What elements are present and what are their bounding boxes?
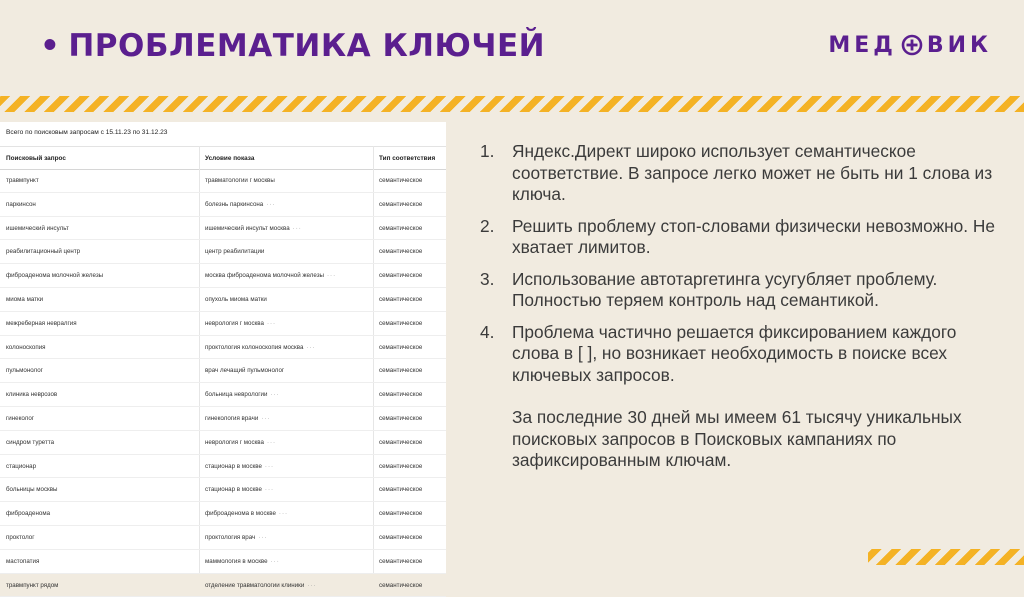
condition-cell <box>205 391 280 398</box>
more-dots-icon: ··· <box>264 462 275 470</box>
item-number: 2. <box>480 215 495 236</box>
table-row <box>0 240 446 264</box>
match-type-cell: семантическое <box>379 367 423 375</box>
item-number: 4. <box>480 321 495 342</box>
query-cell: колоноскопия <box>6 343 46 351</box>
table-row <box>0 407 446 431</box>
search-queries-table <box>0 122 446 589</box>
more-dots-icon: ··· <box>306 343 316 351</box>
item-note: За последние 30 дней мы имеем 61 тысячу уникальных поисковых запросов в Поисковых кампаниях по зафиксированным ключам. <box>512 407 962 470</box>
condition-text: стационар в москве <box>205 486 262 494</box>
table-row <box>0 169 446 193</box>
condition-cell <box>205 201 275 208</box>
condition-text: фиброаденома в москве <box>205 510 276 518</box>
condition-cell <box>205 534 267 541</box>
column-header-query: Поисковый запрос <box>6 155 66 162</box>
table-row <box>0 193 446 217</box>
condition-cell <box>205 415 270 422</box>
table-row <box>0 217 446 241</box>
query-cell: травмпункт рядом <box>6 581 59 589</box>
condition-cell <box>205 558 280 565</box>
logo-text-right: ВИК <box>926 32 992 58</box>
query-cell: травмпункт <box>6 177 39 184</box>
table-header <box>0 146 446 170</box>
match-type-cell: семантическое <box>379 200 423 208</box>
more-dots-icon: ··· <box>264 486 275 494</box>
condition-text: маммология в москве <box>205 557 268 565</box>
query-cell: гинеколог <box>6 414 35 422</box>
query-cell: межреберная невралгия <box>6 319 77 327</box>
title-text: ПРОБЛЕМАТИКА КЛЮЧЕЙ <box>68 28 546 64</box>
table-row <box>0 455 446 479</box>
match-type-cell: семантическое <box>379 391 423 399</box>
column-header-condition: Условие показа <box>205 155 255 162</box>
table-row <box>0 574 446 597</box>
condition-text: отделение травматологии клиники <box>205 581 305 589</box>
condition-cell <box>205 486 274 493</box>
condition-text: гинекология врачи <box>205 414 259 422</box>
table-row <box>0 478 446 502</box>
brand-logo <box>828 32 992 58</box>
condition-cell <box>205 272 336 279</box>
match-type-cell: семантическое <box>379 557 423 565</box>
item-text: Использование автотаргетинга усугубляет проблему. Полностью теряем контроль над семантикой. <box>512 268 938 310</box>
match-type-cell: семантическое <box>379 248 423 256</box>
list-item <box>480 141 1000 206</box>
more-dots-icon: ··· <box>266 319 277 327</box>
query-cell: фиброаденома молочной железы <box>6 272 104 280</box>
table-body <box>0 169 446 597</box>
match-type-cell: семантическое <box>379 533 423 541</box>
query-cell: ишемический инсульт <box>6 224 69 232</box>
table-caption: Всего по поисковым запросам с 15.11.23 по 31.12.23 <box>6 129 168 136</box>
more-dots-icon: ··· <box>261 414 271 422</box>
condition-text: проктология колоноскопия москва <box>205 343 304 351</box>
query-cell: паркинсон <box>6 200 36 208</box>
points-list <box>480 141 1000 482</box>
page-title <box>40 28 545 64</box>
query-cell: синдром туретта <box>6 438 55 446</box>
condition-text: стационар в москве <box>205 462 262 470</box>
query-cell: реабилитационный центр <box>6 248 81 256</box>
condition-cell <box>205 367 284 374</box>
condition-cell <box>205 248 264 255</box>
column-header-match-type: Тип соответствия <box>379 155 436 162</box>
match-type-cell: семантическое <box>379 581 423 589</box>
logo-text-left: МЕД <box>828 32 897 58</box>
more-dots-icon: ··· <box>270 557 280 565</box>
condition-text: больница неврологии <box>205 391 268 399</box>
title-bullet: • <box>40 28 61 64</box>
list-item <box>480 216 1000 259</box>
condition-text: опухоль миома матки <box>205 295 267 303</box>
more-dots-icon: ··· <box>292 224 302 232</box>
table-row <box>0 359 446 383</box>
more-dots-icon: ··· <box>266 200 276 208</box>
condition-text: ишемический инсульт москва <box>205 224 290 232</box>
item-text: Яндекс.Директ широко использует семантическое соответствие. В запросе легко может не быть ни 1 слова из ключа. <box>512 141 993 204</box>
query-cell: проктолог <box>6 533 35 541</box>
table-row <box>0 502 446 526</box>
condition-cell <box>205 296 267 303</box>
item-number: 3. <box>480 268 495 289</box>
condition-text: москва фиброаденома молочной железы <box>205 272 324 280</box>
more-dots-icon: ··· <box>266 438 277 446</box>
table-row <box>0 336 446 360</box>
condition-cell <box>205 510 288 517</box>
match-type-cell: семантическое <box>379 295 423 303</box>
table-row <box>0 431 446 455</box>
condition-cell <box>205 439 276 446</box>
table-row <box>0 312 446 336</box>
condition-cell <box>205 344 316 351</box>
more-dots-icon: ··· <box>258 533 268 541</box>
more-dots-icon: ··· <box>278 510 289 518</box>
match-type-cell: семантическое <box>379 343 423 351</box>
condition-cell <box>205 582 317 589</box>
more-dots-icon: ··· <box>327 272 337 280</box>
match-type-cell: семантическое <box>379 462 423 470</box>
query-cell: фиброаденома <box>6 510 51 518</box>
query-cell: клиника неврозов <box>6 391 58 399</box>
query-cell: больницы москвы <box>6 486 58 494</box>
query-cell: мастопатия <box>6 557 40 565</box>
cross-circle-icon <box>901 34 923 56</box>
match-type-cell: семантическое <box>379 510 423 518</box>
match-type-cell: семантическое <box>379 438 423 446</box>
condition-text: травматологии г москвы <box>205 177 275 184</box>
table-row <box>0 288 446 312</box>
match-type-cell: семантическое <box>379 319 423 327</box>
match-type-cell: семантическое <box>379 272 423 280</box>
table-row <box>0 550 446 574</box>
condition-text: проктология врач <box>205 533 256 541</box>
item-text: Решить проблему стоп-словами физически невозможно. Не хватает лимитов. <box>512 215 995 257</box>
more-dots-icon: ··· <box>270 391 280 399</box>
top-stripe-divider <box>0 96 1024 112</box>
condition-cell <box>205 320 276 327</box>
table-row <box>0 264 446 288</box>
match-type-cell: семантическое <box>379 486 423 494</box>
condition-cell <box>205 177 275 184</box>
condition-cell <box>205 225 302 232</box>
item-number: 1. <box>480 141 495 161</box>
query-cell: миома матки <box>6 295 44 303</box>
list-item <box>480 269 1000 312</box>
match-type-cell: семантическое <box>379 224 423 232</box>
item-text: Проблема частично решается фиксированием каждого слова в [ ], но возникает необходимость в поиске всех ключевых запросов. <box>512 321 957 385</box>
condition-text: болезнь паркинсона <box>205 200 264 208</box>
condition-text: неврология г москва <box>205 438 264 446</box>
query-cell: пульмонолог <box>6 367 43 375</box>
table-row <box>0 383 446 407</box>
condition-text: неврология г москва <box>205 319 264 327</box>
table-row <box>0 526 446 550</box>
list-item <box>480 322 1000 472</box>
condition-text: центр реабилитации <box>205 248 265 256</box>
more-dots-icon: ··· <box>307 581 317 589</box>
query-cell: стационар <box>6 462 37 470</box>
condition-text: врач лечащий пульмонолог <box>205 367 285 375</box>
condition-cell <box>205 463 274 470</box>
bottom-stripe-decoration <box>868 549 1024 565</box>
match-type-cell: семантическое <box>379 414 423 422</box>
match-type-cell: семантическое <box>379 177 423 184</box>
